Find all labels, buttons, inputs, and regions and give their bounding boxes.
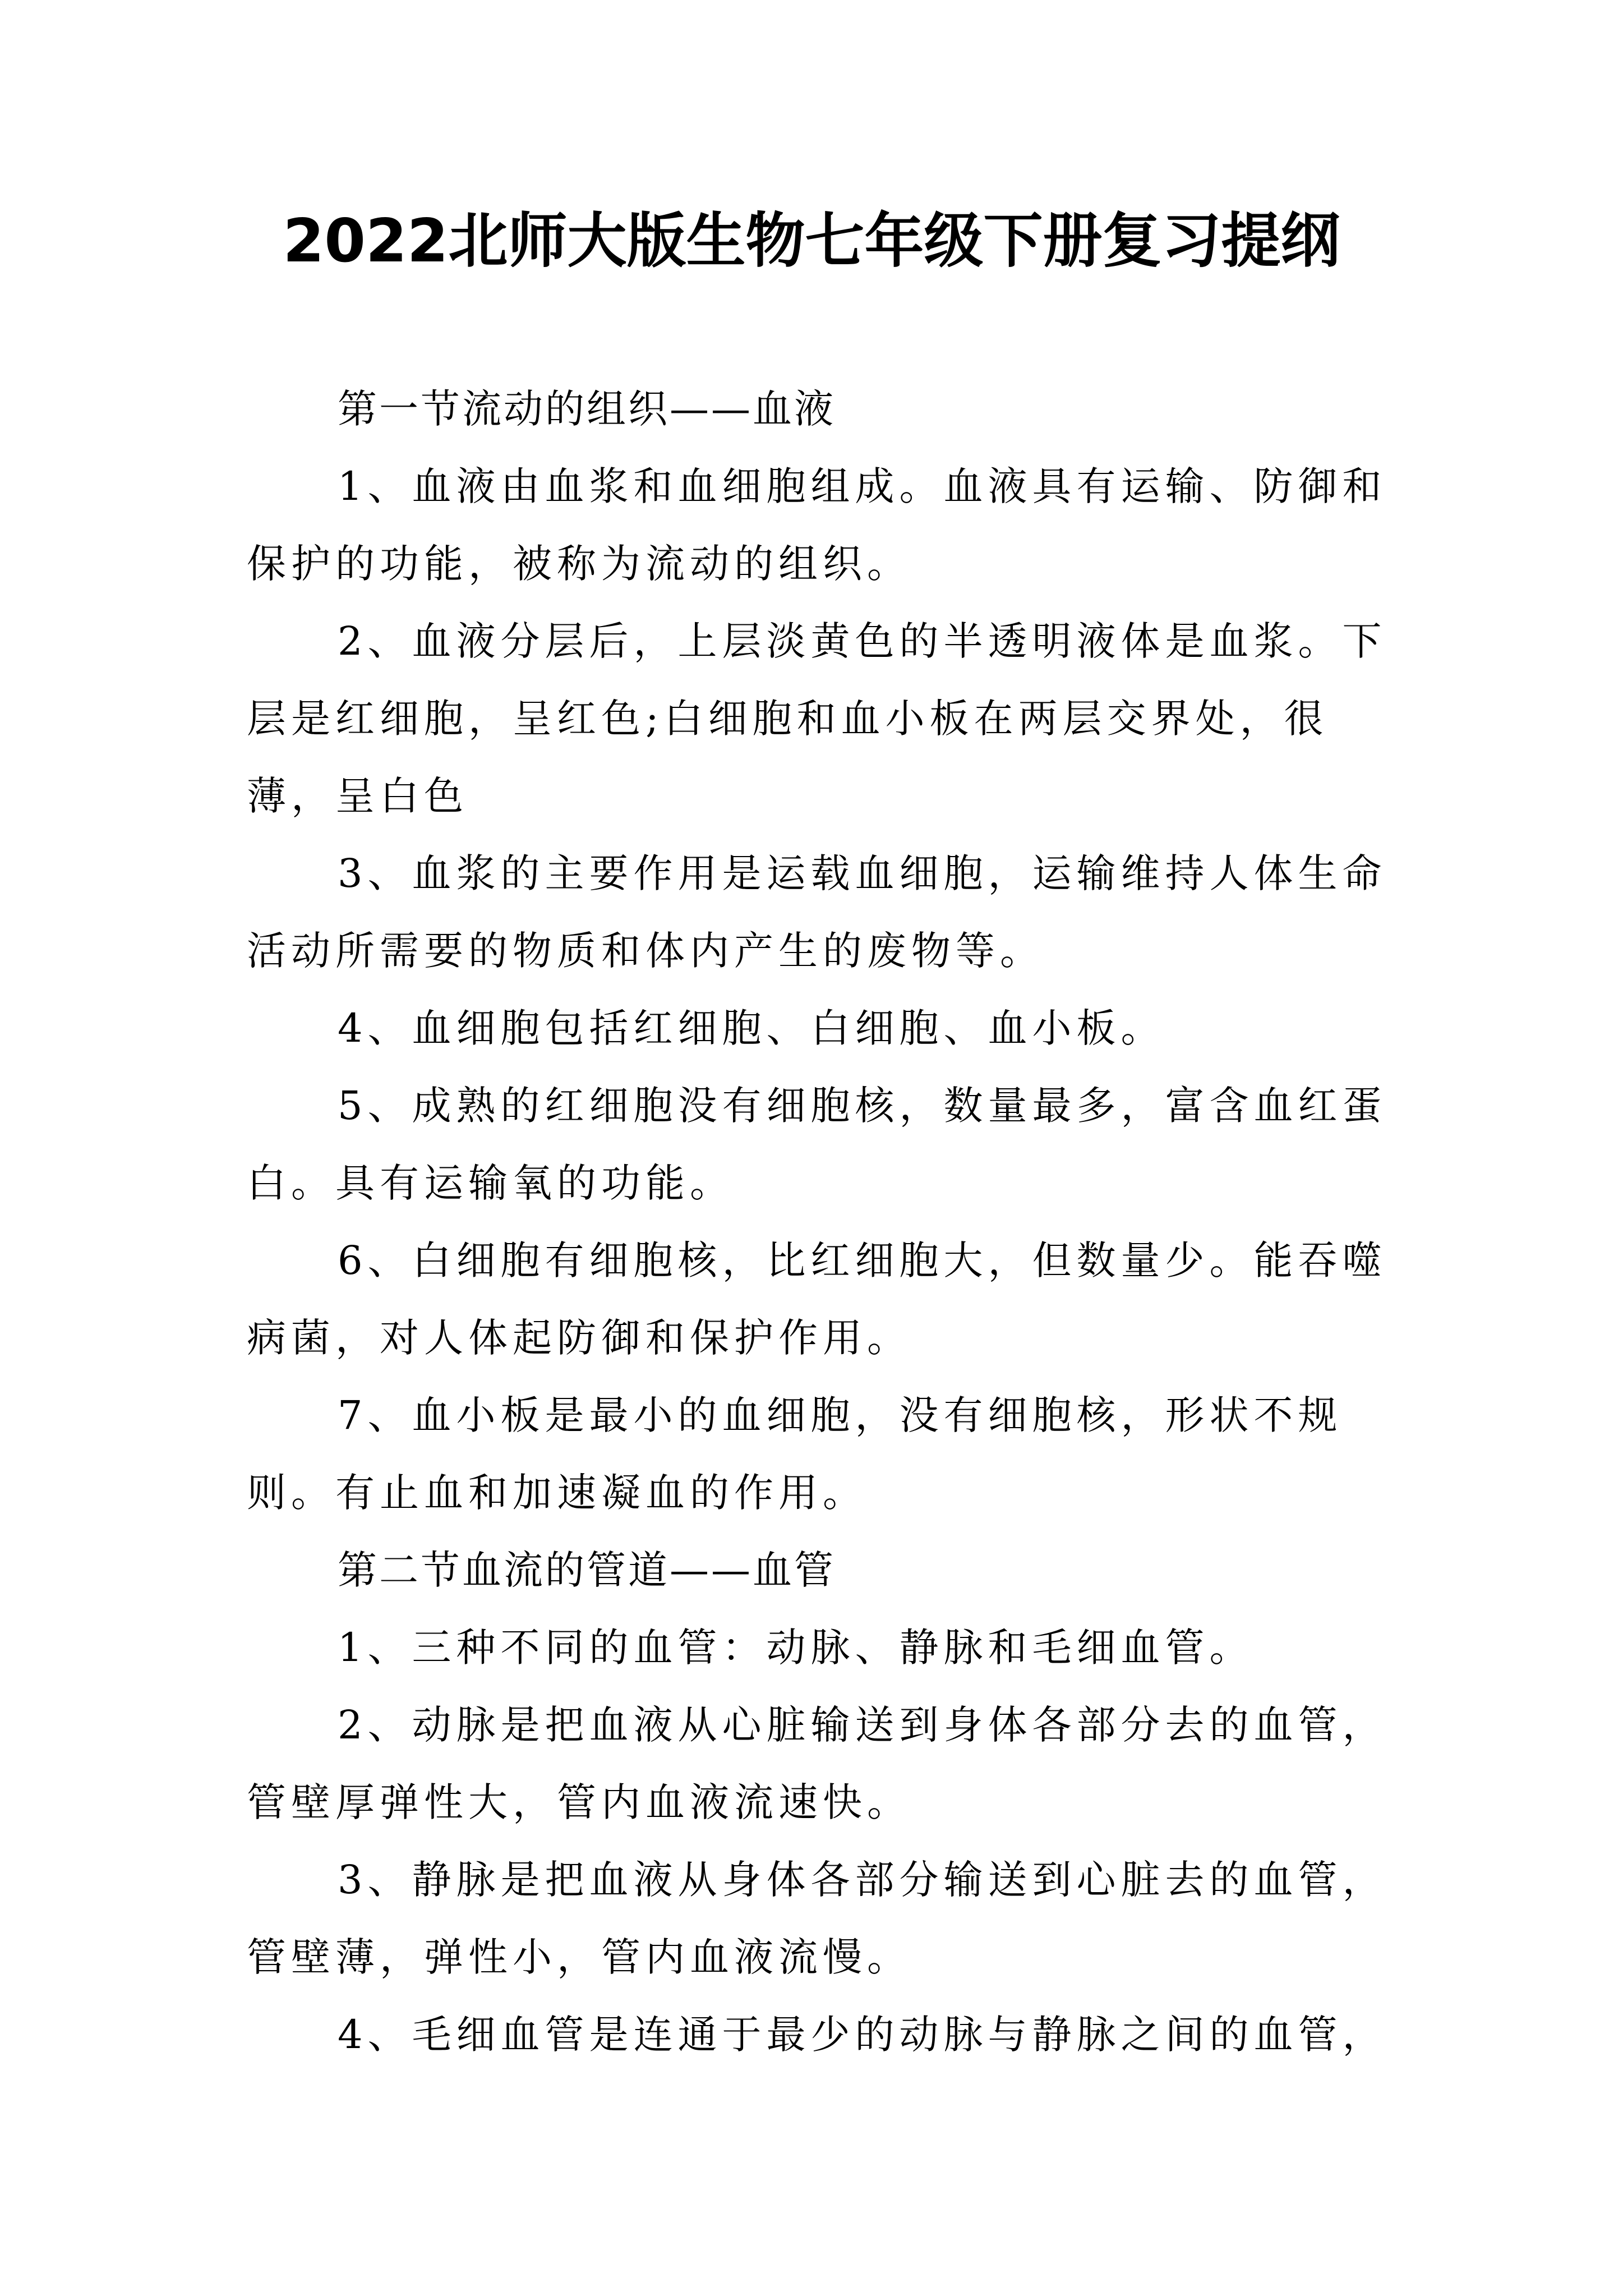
- section-heading: 第一节流动的组织——血液: [338, 386, 836, 432]
- section-heading: 第二节血流的管道——血管: [338, 1547, 836, 1593]
- paragraph: 1、血液由血浆和血细胞组成。血液具有运输、防御和保护的功能，被称为流动的组织。: [247, 463, 1387, 587]
- paragraph: 3、静脉是把血液从身体各部分输送到心脏去的血管，管壁薄，弹性小，管内血液流慢。: [247, 1857, 1387, 1980]
- paragraph: 4、血细胞包括红细胞、白细胞、血小板。: [338, 1005, 1165, 1051]
- paragraph: 1、三种不同的血管：动脉、静脉和毛细血管。: [338, 1625, 1254, 1671]
- paragraph: 2、动脉是把血液从心脏输送到身体各部分去的血管，管壁厚弹性大，管内血液流速快。: [247, 1702, 1387, 1825]
- paragraph: 2、血液分层后，上层淡黄色的半透明液体是血浆。下层是红细胞，呈红色;白细胞和血小板在两层交界处，很薄，呈白色: [247, 618, 1387, 819]
- paragraph: 3、血浆的主要作用是运载血细胞，运输维持人体生命活动所需要的物质和体内产生的废物等。: [247, 850, 1387, 974]
- paragraph: 4、毛细血管是连通于最少的动脉与静脉之间的血管，: [338, 2012, 1387, 2058]
- paragraph: 5、成熟的红细胞没有细胞核，数量最多，富含血红蛋白。具有运输氧的功能。: [247, 1083, 1387, 1206]
- paragraph: 7、血小板是最小的血细胞，没有细胞核，形状不规则。有止血和加速凝血的作用。: [247, 1392, 1343, 1516]
- paragraph: 6、白细胞有细胞核，比红细胞大，但数量少。能吞噬病菌，对人体起防御和保护作用。: [247, 1237, 1387, 1361]
- document-title: 2022北师大版生物七年级下册复习提纲: [283, 206, 1340, 275]
- document-body: [247, 370, 1413, 2073]
